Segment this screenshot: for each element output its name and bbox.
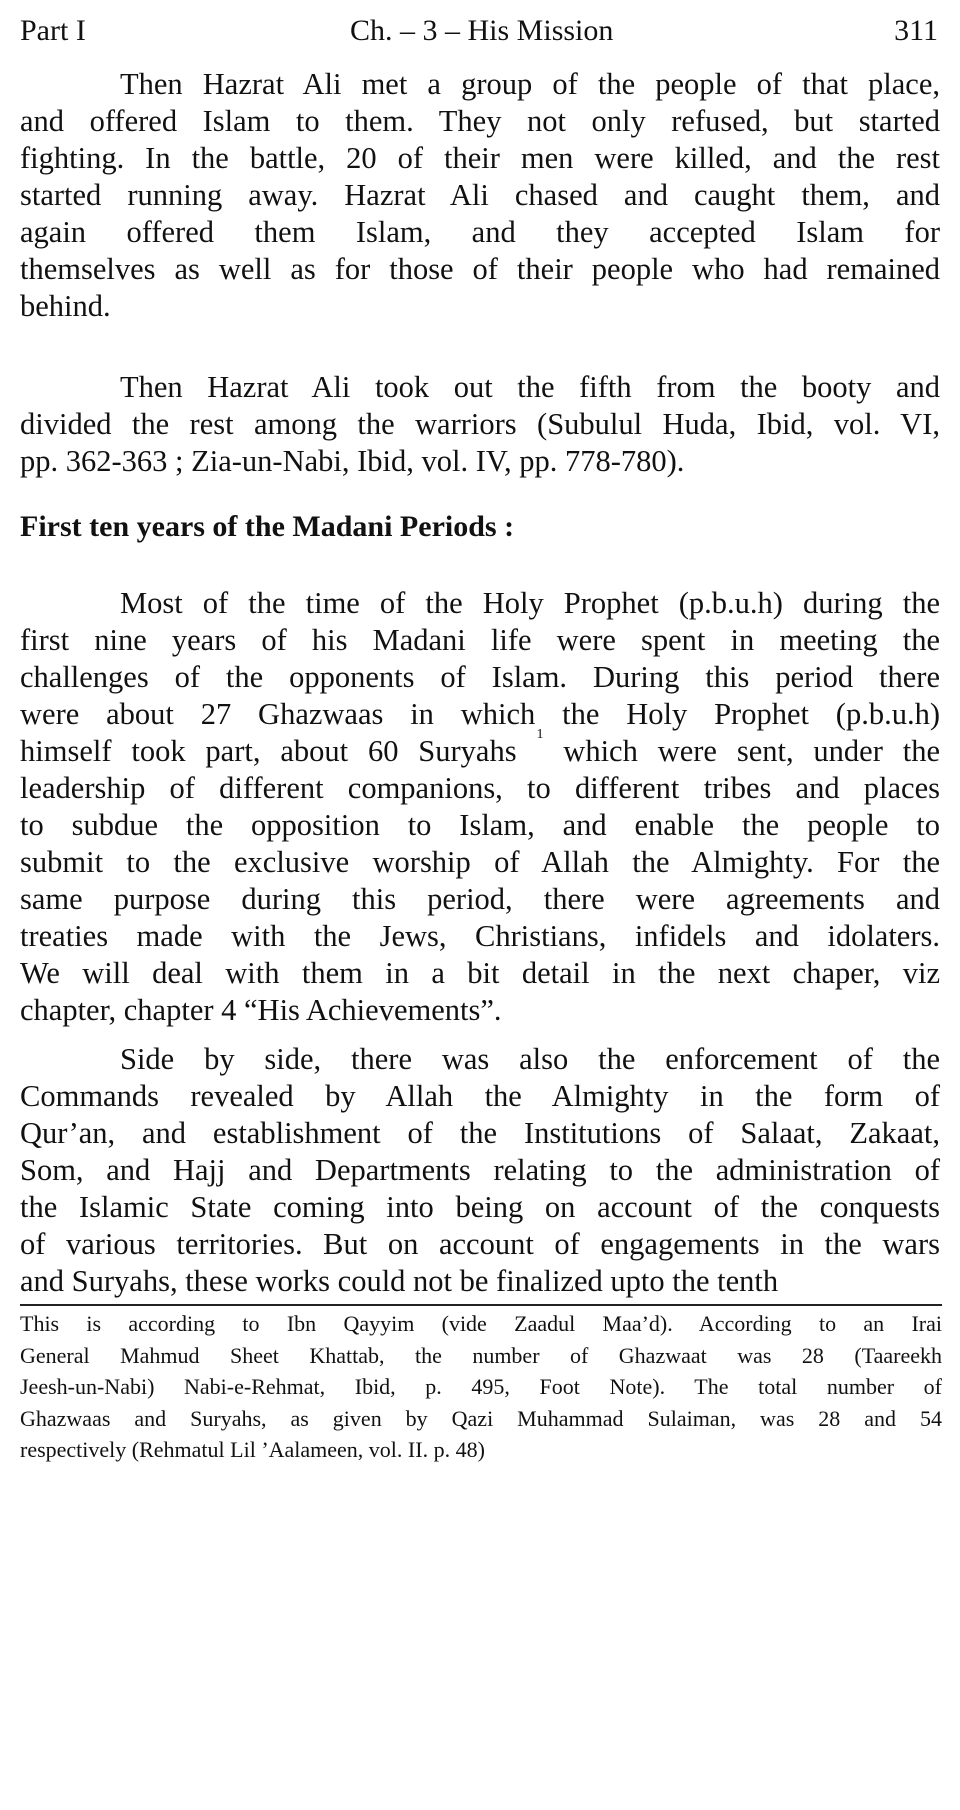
- text-line: treaties made with the Jews, Christians, infidels and idolaters.: [20, 919, 940, 953]
- text-line: challenges of the opponents of Islam. During this period there: [20, 660, 940, 694]
- text-line: were about 27 Ghazwaas in which the Holy Prophet (p.b.u.h): [20, 697, 940, 731]
- text-line: Som, and Hajj and Departments relating to the administration of: [20, 1153, 940, 1187]
- text-fragment: which were sent, under the: [543, 734, 940, 768]
- text-line: to subdue the opposition to Islam, and enable the people to: [20, 808, 940, 842]
- text-line: Then Hazrat Ali took out the fifth from the booty and: [120, 370, 940, 404]
- paragraph-2: [20, 369, 940, 480]
- text-line: again offered them Islam, and they accepted Islam for: [20, 215, 940, 249]
- text-line: Qur’an, and establishment of the Institutions of Salaat, Zakaat,: [20, 1116, 940, 1150]
- paragraph-1: [20, 66, 940, 325]
- text-line: chapter, chapter 4 “His Achievements”.: [20, 993, 502, 1027]
- text-line: first nine years of his Madani life were spent in meeting the: [20, 623, 940, 657]
- text-line: This is according to Ibn Qayyim (vide Zaadul Maa’d). According to an Irai: [20, 1311, 942, 1336]
- text-line: Most of the time of the Holy Prophet (p.b.u.h) during the: [120, 586, 940, 620]
- text-line: and Suryahs, these works could not be finalized upto the tenth: [20, 1264, 779, 1298]
- text-line: himself took part, about 60 Suryahs $^1$ which were sent, under the: [20, 727, 940, 768]
- text-line: Then Hazrat Ali met a group of the people of that place,: [120, 67, 940, 101]
- text-line: same purpose during this period, there were agreements and: [20, 882, 940, 916]
- paragraph-4: [20, 1041, 940, 1300]
- header-part: Part I: [20, 14, 86, 47]
- text-line: pp. 362-363 ; Zia-un-Nabi, Ibid, vol. IV, pp. 778-780).: [20, 444, 685, 478]
- text-line: respectively (Rehmatul Lil ’Aalameen, vol. II. p. 48): [20, 1437, 485, 1462]
- text-line: leadership of different companions, to different tribes and places: [20, 771, 940, 805]
- text-line: General Mahmud Sheet Khattab, the number of Ghazwaat was 28 (Taareekh: [20, 1342, 942, 1368]
- text-line: the Islamic State coming into being on account of the conquests: [20, 1190, 940, 1224]
- footnote: [20, 1308, 942, 1466]
- page-body: [20, 66, 940, 1466]
- footnote-divider: [20, 1304, 942, 1306]
- section-heading: First ten years of the Madani Periods :: [20, 510, 515, 543]
- text-line: Side by side, there was also the enforcement of the: [120, 1042, 940, 1076]
- text-line: divided the rest among the warriors (Subulul Huda, Ibid, vol. VI,: [20, 407, 940, 441]
- text-line: themselves as well as for those of their people who had remained: [20, 252, 940, 286]
- text-line: started running away. Hazrat Ali chased and caught them, and: [20, 178, 940, 212]
- paragraph-3: [20, 585, 940, 1029]
- text-line: Ghazwaas and Suryahs, as given by Qazi Muhammad Sulaiman, was 28 and 54: [20, 1405, 942, 1431]
- text-line: submit to the exclusive worship of Allah the Almighty. For the: [20, 845, 940, 879]
- text-line: and offered Islam to them. They not only refused, but started: [20, 104, 940, 138]
- page-number: 311: [894, 14, 938, 47]
- text-line: Jeesh-un-Nabi) Nabi-e-Rehmat, Ibid, p. 495, Foot Note). The total number of: [20, 1374, 942, 1399]
- footnote-marker[interactable]: 1: [536, 727, 544, 742]
- text-line: of various territories. But on account of engagements in the wars: [20, 1227, 940, 1261]
- text-line: behind.: [20, 289, 111, 323]
- running-header: [20, 14, 938, 54]
- text-line: Commands revealed by Allah the Almighty in the form of: [20, 1079, 940, 1113]
- text-line: We will deal with them in a bit detail in the next chaper, viz: [20, 956, 940, 990]
- header-chapter: Ch. – 3 – His Mission: [350, 14, 614, 47]
- text-line: fighting. In the battle, 20 of their men were killed, and the rest: [20, 141, 940, 175]
